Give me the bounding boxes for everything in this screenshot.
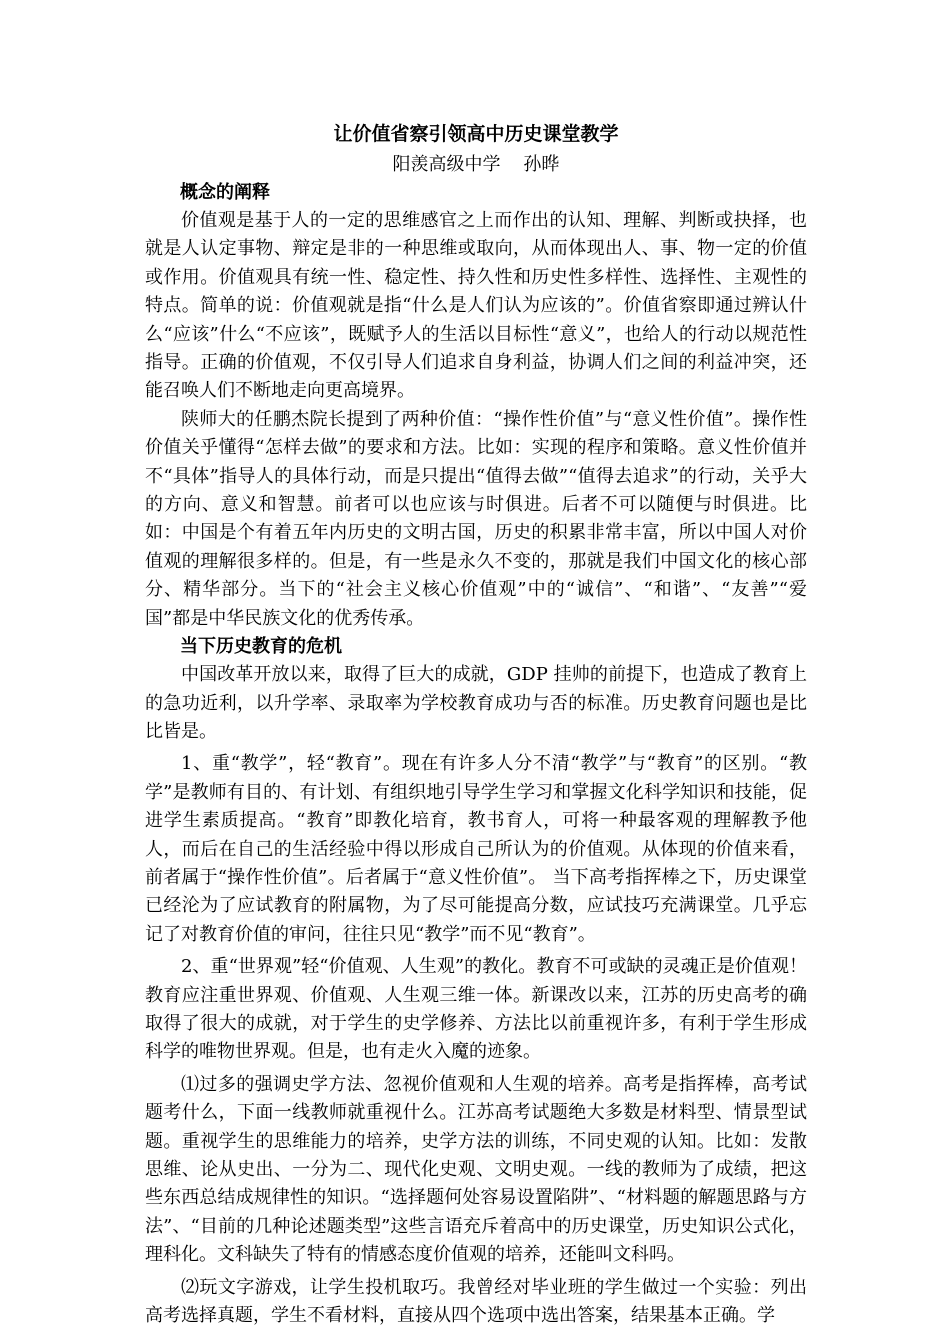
paragraph-point-1: 1、重“教学”，轻“教育”。现在有许多人分不清“教学”与“教育”的区别。“教学”是教师有目的、有计划、有组织地引导学生学习和掌握文化科学知识和技能，促进学生素质提高。“教育”即教化培育，教书育人，可将一种最客观的理解教予他人，而后在自己的生活经验中得以形成自己所认为的价值观。从体现的价值来看，前者属于“操作性价值”。后者属于“意义性价值”。 当下高考指挥棒之下，历史课堂已经沦为了应试教育的附属物，为了尽可能提高分数，应试技巧充满课堂。几乎忘记了对教育价值的审问，往往只见“教学”而不见“教育”。: [145, 753, 807, 945]
document-author: 阳羡高级中学 孙晔: [392, 154, 560, 175]
paragraph-subpoint-2: ⑵玩文字游戏，让学生投机取巧。我曾经对毕业班的学生做过一个实验：列出高考选择真题，学生不看材料，直接从四个选项中选出答案，结果基本正确。学: [145, 1276, 807, 1327]
document-page: [145, 118, 807, 1330]
paragraph-value-definition: 价值观是基于人的一定的思维感官之上而作出的认知、理解、判断或抉择，也就是人认定事物、辩定是非的一种思维或取向，从而体现出人、事、物一定的价值或作用。价值观具有统一性、稳定性、持久性和历史性多样性、选择性、主观性的特点。简单的说：价值观就是指“什么是人们认为应该的”。价值省察即通过辨认什么“应该”什么“不应该”，既赋予人的生活以目标性“意义”，也给人的行动以规范性指导。正确的价值观，不仅引导人们追求自身利益，协调人们之间的利益冲突，还能召唤人们不断地走向更高境界。: [145, 210, 807, 402]
paragraph-point-2: 2、重“世界观”轻“价值观、人生观”的教化。教育不可或缺的灵魂正是价值观！教育应注重世界观、价值观、人生观三维一体。新课改以来，江苏的历史高考的确取得了很大的成就，对于学生的史学修养、方法比以前重视许多，有利于学生形成科学的唯物世界观。但是，也有走火入魔的迹象。: [145, 956, 807, 1063]
paragraph-subpoint-1: ⑴过多的强调史学方法、忽视价值观和人生观的培养。高考是指挥棒，高考试题考什么，下面一线教师就重视什么。江苏高考试题绝大多数是材料型、情景型试题。重视学生的思维能力的培养，史学方法的训练，不同史观的认知。比如：发散思维、论从史出、一分为二、现代化史观、文明史观。一线的教师为了成绩，把这些东西总结成规律性的知识。“选择题何处容易设置陷阱”、“材料题的解题思路与方法”、“目前的几种论述题类型”这些言语充斥着高中的历史课堂，历史知识公式化，理科化。文科缺失了特有的情感态度价值观的培养，还能叫文科吗。: [145, 1073, 807, 1266]
paragraph-two-values: 陕师大的任鹏杰院长提到了两种价值：“操作性价值”与“意义性价值”。操作性价值关乎懂得“怎样去做”的要求和方法。比如：实现的程序和策略。意义性价值并不“具体”指导人的具体行动，而是只提出“值得去做”“值得去追求”的行动，关乎大的方向、意义和智慧。前者可以也应该与时俱进。后者不可以随便与时俱进。比如：中国是个有着五年内历史的文明古国，历史的积累非常丰富，所以中国人对价值观的理解很多样的。但是，有一些是永久不变的，那就是我们中国文化的核心部分、精华部分。当下的“社会主义核心价值观”中的“诚信”、“和谐”、“友善”“爱国”都是中华民族文化的优秀传承。: [145, 408, 807, 629]
paragraph-reform: 中国改革开放以来，取得了巨大的成就，GDP 挂帅的前提下，也造成了教育上的急功近利，以升学率、录取率为学校教育成功与否的标准。历史教育问题也是比比皆是。: [145, 664, 807, 742]
section-heading-concept: 概念的阐释: [180, 182, 270, 203]
section-heading-crisis: 当下历史教育的危机: [180, 636, 342, 658]
document-title: 让价值省察引领高中历史课堂教学: [333, 123, 619, 145]
